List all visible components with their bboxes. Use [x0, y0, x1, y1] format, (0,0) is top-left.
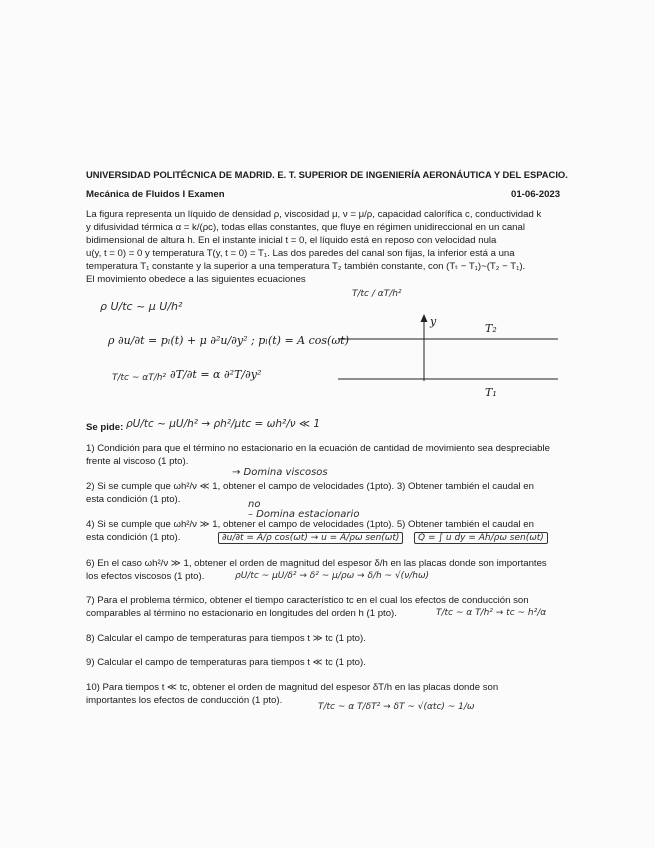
- handwritten-thermal-scale-note: T/tc / αT/h²: [352, 289, 402, 299]
- exam-date: 01-06-2023: [511, 189, 561, 200]
- momentum-equation: ρ ∂u/∂t = pₗ(t) + μ ∂²u/∂y² ; pₗ(t) = A cos(ωt): [108, 334, 349, 347]
- handwritten-boundary-thickness: ρU/tc ~ μU/δ² → δ² ~ μ/ρω → δ/h ~ √(ν/hω): [235, 571, 430, 581]
- energy-equation: ∂T/∂t = α ∂²T/∂y²: [170, 368, 262, 381]
- question-1-line-2: frente al viscoso (1 pto).: [86, 456, 189, 467]
- question-10-line-2: importantes los efectos de conducción (1 pto).: [86, 695, 283, 706]
- handwritten-domina-viscosos: → Domina viscosos: [232, 467, 328, 478]
- intro-line-4: u(y, t = 0) = 0 y temperatura T(y, t = 0) = T₁. Las dos paredes del canal son fijas, la inferior está a una: [86, 248, 515, 259]
- question-6-line-2: los efectos viscosos (1 pto).: [86, 571, 205, 582]
- intro-line-2: y difusividad térmica α = k/(ρc), todas ellas constantes, que fluye en régimen unidireccional en un canal: [86, 222, 525, 233]
- question-8: 8) Calcular el campo de temperaturas para tiempos t ≫ tc (1 pto).: [86, 633, 366, 644]
- question-7-line-1: 7) Para el problema térmico, obtener el tiempo característico tc en el cual los efectos de conducción son: [86, 595, 529, 606]
- se-pide-heading: Se pide:: [86, 422, 124, 433]
- intro-line-5: temperatura T₁ constante y la superior a una temperatura T₂ también constante, con (Tₜ − T₁)~(T₂ − T₁).: [86, 261, 526, 272]
- intro-line-3: bidimensional de altura h. En el instante inicial t = 0, el líquido está en reposo con velocidad nula: [86, 235, 497, 246]
- question-7-line-2: comparables al término no estacionario en longitudes del orden h (1 pto).: [86, 608, 397, 619]
- handwritten-flow-rate: Q̄ = ∫ u dy = Ah/ρω sen(ωt): [414, 532, 548, 544]
- course-title: Mecánica de Fluidos I Examen: [86, 189, 225, 200]
- handwritten-domina-estacionario: no – Domina estacionario: [248, 499, 360, 520]
- intro-line-1: La figura representa un líquido de densidad ρ, viscosidad μ, ν = μ/ρ, capacidad calorífica c, conductividad k: [86, 209, 542, 220]
- handwritten-scaling-note: ρ U/tc ~ μ U/h²: [100, 300, 183, 313]
- handwritten-characteristic-time: T/tc ~ α T/h² → tc ~ h²/α: [436, 608, 547, 618]
- question-2-line-2: esta condición (1 pto).: [86, 494, 181, 505]
- question-10-line-1: 10) Para tiempos t ≪ tc, obtener el orden de magnitud del espesor δT/h en las placas donde son: [86, 682, 499, 693]
- question-6-line-1: 6) En el caso ωh²/ν ≫ 1, obtener el orden de magnitud del espesor δ/h en las placas donde son importantes: [86, 558, 547, 569]
- question-2-line-1: 2) Si se cumple que ωh²/ν ≪ 1, obtener el campo de velocidades (1pto). 3) Obtener también el caudal en: [86, 481, 534, 492]
- intro-line-6: El movimiento obedece a las siguientes ecuaciones: [86, 274, 306, 285]
- upper-wall-temperature-label: T₂: [485, 322, 497, 335]
- question-4-line-1: 4) Si se cumple que ωh²/ν ≫ 1, obtener el campo de velocidades (1pto). 5) Obtener también el caudal en: [86, 519, 534, 530]
- handwritten-energy-note: T/tc ~ αT/h²: [112, 373, 167, 383]
- university-header: UNIVERSIDAD POLITÉCNICA DE MADRID. E. T. SUPERIOR DE INGENIERÍA AERONÁUTICA Y DEL ESPACIO.: [86, 169, 568, 180]
- handwritten-q1-answer: ρU/tc ~ μU/h² → ρh²/μtc = ωh²/ν ≪ 1: [126, 418, 321, 430]
- handwritten-thermal-thickness: T/tc ~ α T/δT² → δT ~ √(αtc) ~ 1/ω: [318, 702, 475, 712]
- question-4-line-2: esta condición (1 pto).: [86, 532, 181, 543]
- y-axis-arrow-icon: [421, 314, 428, 322]
- y-axis-label: y: [430, 315, 437, 328]
- lower-wall-temperature-label: T₁: [485, 386, 497, 399]
- question-1-line-1: 1) Condición para que el término no estacionario en la ecuación de cantidad de movimiento sea despreciable: [86, 443, 550, 454]
- question-9: 9) Calcular el campo de temperaturas para tiempos t ≪ tc (1 pto).: [86, 657, 366, 668]
- handwritten-velocity-field: ∂u/∂t = A/ρ cos(ωt) → u = A/ρω sen(ωt): [218, 532, 403, 544]
